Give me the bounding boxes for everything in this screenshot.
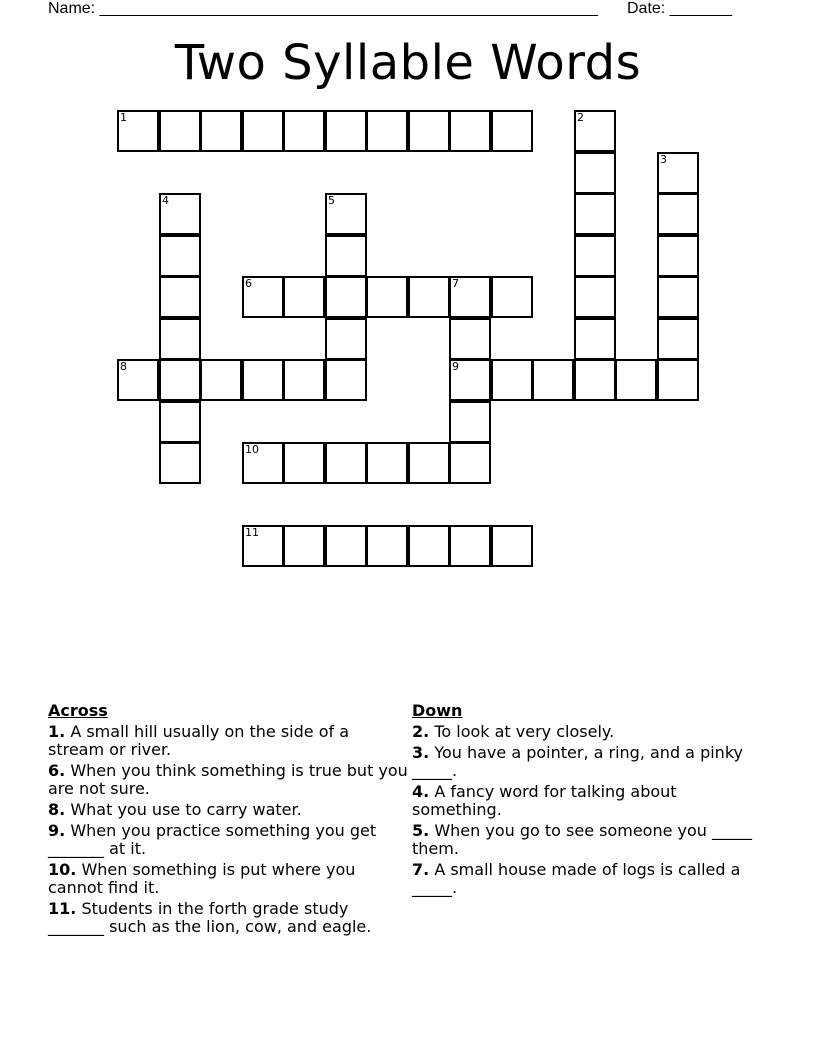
grid-cell[interactable] xyxy=(491,110,533,152)
clue-down-3: 3. You have a pointer, a ring, and a pinky _____. xyxy=(412,743,743,780)
name-field-label: Name: ________________________________________________________ xyxy=(48,0,598,17)
grid-cell[interactable] xyxy=(366,525,408,567)
grid-cell[interactable] xyxy=(283,525,325,567)
grid-cell[interactable] xyxy=(200,110,242,152)
grid-cell[interactable] xyxy=(408,276,450,318)
grid-cell[interactable] xyxy=(159,401,201,443)
grid-cell[interactable] xyxy=(449,110,491,152)
clue-across-11: 11. Students in the forth grade study _______ such as the lion, cow, and eagle. xyxy=(48,899,372,936)
page-title: Two Syllable Words xyxy=(174,35,642,91)
grid-cell[interactable] xyxy=(242,525,284,567)
grid-cell[interactable] xyxy=(574,276,616,318)
clue-down-5: 5. When you go to see someone you _____ them. xyxy=(412,821,753,858)
grid-cell[interactable] xyxy=(657,152,699,194)
across-clues xyxy=(48,702,408,939)
grid-cell[interactable] xyxy=(159,318,201,360)
clue-down-7: 7. A small house made of logs is called a _____. xyxy=(412,860,741,897)
cell-number: 3 xyxy=(660,153,667,166)
grid-cell[interactable] xyxy=(408,110,450,152)
clue-across-10: 10. When something is put where you cannot find it. xyxy=(48,860,356,897)
grid-cell[interactable] xyxy=(159,110,201,152)
grid-cell[interactable] xyxy=(408,525,450,567)
grid-cell[interactable] xyxy=(574,193,616,235)
grid-cell[interactable] xyxy=(159,442,201,484)
grid-cell[interactable] xyxy=(325,442,367,484)
cell-number: 5 xyxy=(328,194,335,207)
grid-cell[interactable] xyxy=(366,276,408,318)
grid-cell[interactable] xyxy=(574,235,616,277)
grid-cell[interactable] xyxy=(325,110,367,152)
grid-cell[interactable] xyxy=(615,359,657,401)
clue-down-4: 4. A fancy word for talking about something. xyxy=(412,782,677,819)
grid-cell[interactable] xyxy=(491,525,533,567)
grid-cell[interactable] xyxy=(325,193,367,235)
grid-cell[interactable] xyxy=(117,110,159,152)
cell-number: 1 xyxy=(120,111,127,124)
grid-cell[interactable] xyxy=(242,110,284,152)
clue-down-2: 2. To look at very closely. xyxy=(412,722,615,741)
grid-cell[interactable] xyxy=(159,235,201,277)
down-heading: Down xyxy=(412,701,463,720)
grid-cell[interactable] xyxy=(449,525,491,567)
clue-across-8: 8. What you use to carry water. xyxy=(48,800,302,819)
cell-number: 4 xyxy=(162,194,169,207)
grid-cell[interactable] xyxy=(491,359,533,401)
grid-cell[interactable] xyxy=(491,276,533,318)
grid-cell[interactable] xyxy=(657,318,699,360)
grid-cell[interactable] xyxy=(325,525,367,567)
grid-cell[interactable] xyxy=(200,359,242,401)
grid-cell[interactable] xyxy=(325,318,367,360)
grid-cell[interactable] xyxy=(366,442,408,484)
grid-cell[interactable] xyxy=(283,442,325,484)
cell-number: 8 xyxy=(120,360,127,373)
down-clues xyxy=(412,702,762,900)
grid-cell[interactable] xyxy=(283,110,325,152)
clue-across-1: 1. A small hill usually on the side of a stream or river. xyxy=(48,722,350,759)
cell-number: 9 xyxy=(452,360,459,373)
grid-cell[interactable] xyxy=(159,276,201,318)
grid-cell[interactable] xyxy=(366,110,408,152)
grid-cell[interactable] xyxy=(449,401,491,443)
clue-across-9: 9. When you practice something you get _______ at it. xyxy=(48,821,377,858)
grid-cell[interactable] xyxy=(657,276,699,318)
grid-cell[interactable] xyxy=(283,276,325,318)
cell-number: 10 xyxy=(245,443,259,456)
cell-number: 11 xyxy=(245,526,259,539)
grid-cell[interactable] xyxy=(242,442,284,484)
cell-number: 7 xyxy=(452,277,459,290)
grid-cell[interactable] xyxy=(159,193,201,235)
cell-number: 6 xyxy=(245,277,252,290)
grid-cell[interactable] xyxy=(657,235,699,277)
clue-across-6: 6. When you think something is true but you are not sure. xyxy=(48,761,408,798)
grid-cell[interactable] xyxy=(242,276,284,318)
grid-cell[interactable] xyxy=(574,110,616,152)
grid-cell[interactable] xyxy=(449,276,491,318)
grid-cell[interactable] xyxy=(283,359,325,401)
grid-cell[interactable] xyxy=(574,152,616,194)
grid-cell[interactable] xyxy=(449,442,491,484)
grid-cell[interactable] xyxy=(242,359,284,401)
grid-cell[interactable] xyxy=(574,318,616,360)
grid-cell[interactable] xyxy=(117,359,159,401)
grid-cell[interactable] xyxy=(325,276,367,318)
grid-cell[interactable] xyxy=(449,318,491,360)
grid-cell[interactable] xyxy=(408,442,450,484)
grid-cell[interactable] xyxy=(325,359,367,401)
grid-cell[interactable] xyxy=(449,359,491,401)
grid-cell[interactable] xyxy=(574,359,616,401)
grid-cell[interactable] xyxy=(657,359,699,401)
cell-number: 2 xyxy=(577,111,584,124)
grid-cell[interactable] xyxy=(325,235,367,277)
grid-cell[interactable] xyxy=(532,359,574,401)
grid-cell[interactable] xyxy=(159,359,201,401)
across-heading: Across xyxy=(48,701,108,720)
grid-cell[interactable] xyxy=(657,193,699,235)
date-field-label: Date: _______ xyxy=(627,0,732,17)
